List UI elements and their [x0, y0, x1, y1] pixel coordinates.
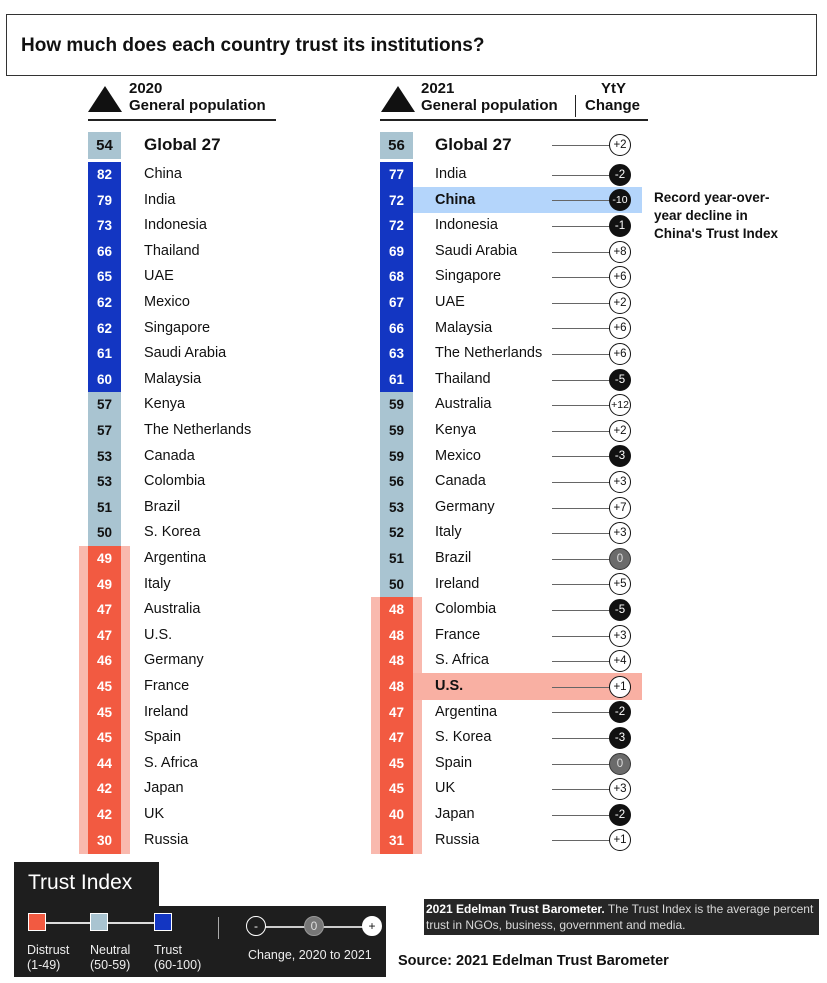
trust-value: 63 — [388, 346, 405, 362]
header-divider — [575, 95, 576, 117]
country-name: Global 27 — [435, 135, 512, 154]
change-value: -10 — [609, 189, 631, 211]
change-value: +3 — [609, 778, 631, 800]
trust-value: 50 — [96, 525, 113, 541]
change-value: +6 — [609, 317, 631, 339]
country-name: Spain — [144, 729, 182, 746]
trust-value: 56 — [388, 137, 405, 154]
right-subtitle: General population — [421, 97, 558, 114]
trust-value: 48 — [388, 653, 405, 669]
trust-value: 57 — [96, 397, 113, 413]
right-header-rule — [380, 119, 648, 121]
country-name: UAE — [435, 294, 465, 310]
trust-value: 72 — [388, 218, 405, 234]
trust-value: 82 — [96, 167, 113, 182]
country-name: UK — [144, 806, 165, 822]
trust-value: 67 — [388, 295, 405, 310]
country-name: Russia — [144, 831, 189, 848]
change-value: +6 — [609, 266, 631, 288]
trust-value: 79 — [96, 192, 113, 208]
trust-value: 52 — [388, 525, 405, 541]
trust-value: 54 — [96, 137, 113, 154]
trust-value: 66 — [388, 320, 405, 336]
legend-label-line: Trust — [154, 943, 183, 957]
trust-value: 47 — [96, 627, 113, 643]
change-value: -2 — [609, 164, 631, 186]
trust-value: 48 — [388, 627, 405, 643]
country-name: Australia — [435, 396, 492, 413]
trust-value: 47 — [388, 704, 405, 720]
trust-value: 46 — [96, 653, 113, 669]
change-value: +3 — [609, 471, 631, 493]
change-connector — [552, 145, 612, 146]
change-value: -2 — [609, 701, 631, 723]
trust-value: 53 — [96, 474, 113, 490]
trust-value: 62 — [96, 295, 113, 310]
change-value: +8 — [609, 241, 631, 263]
neutral-swatch — [90, 913, 108, 931]
trust-value: 50 — [388, 576, 405, 592]
change-value: +3 — [609, 522, 631, 544]
left-year: 2020 — [129, 80, 163, 97]
trust-value: 57 — [96, 423, 113, 438]
zero-change-icon: 0 — [304, 916, 324, 936]
legend-trust-label — [154, 943, 201, 973]
trust-value: 30 — [96, 832, 113, 848]
change-connector — [552, 840, 612, 841]
country-name: The Netherlands — [144, 422, 252, 438]
country-name: Germany — [144, 652, 204, 669]
country-name: Germany — [435, 498, 495, 515]
minus-change-icon: - — [246, 916, 266, 936]
trust-value: 45 — [96, 730, 113, 746]
country-name: Mexico — [144, 294, 190, 310]
trust-value: 53 — [388, 499, 405, 515]
change-connector — [552, 815, 612, 816]
change-connector — [552, 354, 612, 355]
trust-value: 68 — [388, 269, 405, 285]
change-connector — [552, 764, 612, 765]
legend-label-line: (50-59) — [90, 958, 131, 972]
change-value: +3 — [609, 625, 631, 647]
pyramid-icon — [381, 86, 415, 112]
trust-value: 51 — [388, 551, 405, 566]
change-connector — [552, 508, 612, 509]
country-name: Canada — [435, 473, 486, 490]
distrust-swatch — [28, 913, 46, 931]
trust-value: 48 — [388, 679, 405, 694]
trust-swatch — [154, 913, 172, 931]
change-connector — [552, 482, 612, 483]
country-name: U.S. — [144, 626, 173, 643]
trust-value: 42 — [96, 807, 113, 822]
trust-value: 45 — [388, 755, 405, 771]
country-name: Italy — [435, 524, 462, 541]
trust-value: 49 — [96, 551, 113, 566]
change-connector — [552, 636, 612, 637]
country-name: Ireland — [435, 575, 480, 592]
change-value: -2 — [609, 804, 631, 826]
callout-line: year decline in — [654, 208, 748, 223]
country-name: Russia — [435, 831, 480, 848]
country-name: Malaysia — [144, 370, 202, 387]
country-name: Colombia — [435, 601, 497, 618]
change-value: +2 — [609, 134, 631, 156]
country-name: S. Africa — [144, 754, 198, 771]
legend-title: Trust Index — [28, 871, 133, 894]
trust-value: 51 — [96, 499, 113, 515]
change-value: +4 — [609, 650, 631, 672]
country-name: Ireland — [144, 703, 189, 720]
chart-title: How much does each country trust its institutions? — [21, 35, 485, 56]
trust-value: 49 — [96, 576, 113, 592]
country-name: The Netherlands — [435, 345, 543, 362]
country-name: Brazil — [144, 498, 181, 515]
trust-value: 59 — [388, 397, 405, 413]
country-name: France — [144, 678, 190, 694]
change-value: 0 — [609, 548, 631, 570]
country-name: S. Korea — [144, 524, 201, 541]
trust-value: 31 — [388, 832, 405, 848]
country-name: Kenya — [435, 422, 477, 438]
change-value: -5 — [609, 369, 631, 391]
country-name: Malaysia — [435, 319, 493, 336]
trust-value: 61 — [96, 346, 113, 362]
legend-label-line: (60-100) — [154, 958, 202, 972]
country-name: UAE — [144, 268, 174, 285]
trust-value: 45 — [388, 781, 405, 797]
change-value: 0 — [609, 753, 631, 775]
change-value: +5 — [609, 573, 631, 595]
trust-value: 40 — [388, 807, 405, 822]
pyramid-icon — [88, 86, 122, 112]
trust-value: 72 — [388, 192, 405, 208]
change-value: +6 — [609, 343, 631, 365]
trust-value: 69 — [388, 243, 405, 259]
note-text — [426, 901, 818, 933]
change-connector — [552, 226, 612, 227]
trust-value: 61 — [388, 371, 405, 387]
legend-label-line: Neutral — [90, 943, 131, 957]
country-name: S. Korea — [435, 729, 492, 746]
change-connector — [552, 456, 612, 457]
source-text: Source: 2021 Edelman Trust Barometer — [398, 953, 669, 969]
legend-label-line: Distrust — [27, 943, 70, 957]
country-name: India — [435, 166, 467, 182]
change-value: -3 — [609, 727, 631, 749]
note-body: The Trust Index is the average percent trust in NGOs, business, government and media. — [426, 902, 814, 932]
country-name: Japan — [435, 806, 475, 822]
change-connector — [552, 584, 612, 585]
country-name: Thailand — [435, 370, 491, 387]
change-header-line1: YtY — [601, 80, 627, 97]
country-name: Australia — [144, 601, 201, 618]
change-connector — [552, 277, 612, 278]
change-value: +12 — [609, 394, 631, 416]
country-name: India — [144, 191, 176, 208]
change-connector — [552, 789, 612, 790]
change-value: -1 — [609, 215, 631, 237]
callout-line: China's Trust Index — [654, 226, 778, 241]
legend-label-line: (1-49) — [27, 958, 61, 972]
trust-value: 59 — [388, 423, 405, 438]
country-name: Mexico — [435, 447, 481, 464]
legend-change-label: Change, 2020 to 2021 — [248, 948, 372, 962]
china-callout — [654, 189, 778, 243]
country-name: Italy — [144, 575, 171, 592]
legend-neutral-label — [90, 943, 130, 973]
country-name: Colombia — [144, 473, 206, 490]
change-connector — [552, 303, 612, 304]
trust-value: 56 — [388, 474, 405, 490]
title-box — [6, 14, 817, 76]
country-name: UK — [435, 780, 456, 797]
plus-change-icon: + — [362, 916, 382, 936]
trust-value: 60 — [96, 371, 113, 387]
trust-value: 45 — [96, 679, 113, 694]
right-year: 2021 — [421, 80, 455, 97]
change-connector — [552, 175, 612, 176]
trust-value: 59 — [388, 448, 405, 464]
country-name: China — [435, 191, 476, 208]
trust-value: 44 — [96, 755, 113, 771]
legend-divider — [218, 917, 219, 939]
change-connector — [552, 559, 612, 560]
trust-value: 45 — [96, 704, 113, 720]
trust-value: 62 — [96, 320, 113, 336]
change-connector — [552, 252, 612, 253]
change-header-line2: Change — [585, 97, 641, 114]
trust-value: 77 — [388, 167, 405, 182]
change-value: +7 — [609, 497, 631, 519]
left-subtitle: General population — [129, 97, 266, 114]
trust-value: 42 — [96, 781, 113, 797]
country-name: Argentina — [435, 703, 498, 720]
change-connector — [552, 610, 612, 611]
change-connector — [552, 405, 612, 406]
change-value: -3 — [609, 445, 631, 467]
change-value: +1 — [609, 829, 631, 851]
country-name: Canada — [144, 447, 195, 464]
change-connector — [552, 712, 612, 713]
change-value: +2 — [609, 420, 631, 442]
trust-value: 47 — [96, 602, 113, 618]
country-name: Argentina — [144, 550, 207, 566]
change-value: +2 — [609, 292, 631, 314]
country-name: Saudi Arabia — [435, 242, 518, 259]
change-connector — [552, 431, 612, 432]
change-connector — [552, 661, 612, 662]
country-name: China — [144, 166, 182, 182]
trust-value: 73 — [96, 218, 113, 234]
country-name: U.S. — [435, 678, 464, 694]
country-name: Kenya — [144, 396, 186, 413]
change-connector — [552, 687, 612, 688]
note-bold: 2021 Edelman Trust Barometer. — [426, 902, 605, 916]
country-name: S. Africa — [435, 652, 489, 669]
country-name: Japan — [144, 780, 184, 797]
country-name: Saudi Arabia — [144, 345, 227, 362]
country-name: Spain — [435, 754, 473, 771]
trust-value: 66 — [96, 243, 113, 259]
left-header-rule — [88, 119, 276, 121]
country-name: Brazil — [435, 550, 472, 566]
trust-value: 47 — [388, 730, 405, 746]
trust-value: 48 — [388, 602, 405, 618]
country-name: Indonesia — [144, 217, 207, 234]
change-connector — [552, 533, 612, 534]
country-name: France — [435, 626, 481, 643]
country-name: Indonesia — [435, 217, 498, 234]
country-name: Global 27 — [144, 135, 221, 154]
change-connector — [552, 328, 612, 329]
country-name: Thailand — [144, 242, 200, 259]
trust-value: 53 — [96, 448, 113, 464]
change-value: +1 — [609, 676, 631, 698]
trust-value: 65 — [96, 269, 113, 285]
change-connector — [552, 200, 612, 201]
change-connector — [552, 738, 612, 739]
change-value: -5 — [609, 599, 631, 621]
change-connector — [552, 380, 612, 381]
callout-line: Record year-over- — [654, 190, 770, 205]
country-name: Singapore — [144, 319, 211, 336]
country-name: Singapore — [435, 268, 502, 285]
legend-distrust-label — [27, 943, 69, 973]
